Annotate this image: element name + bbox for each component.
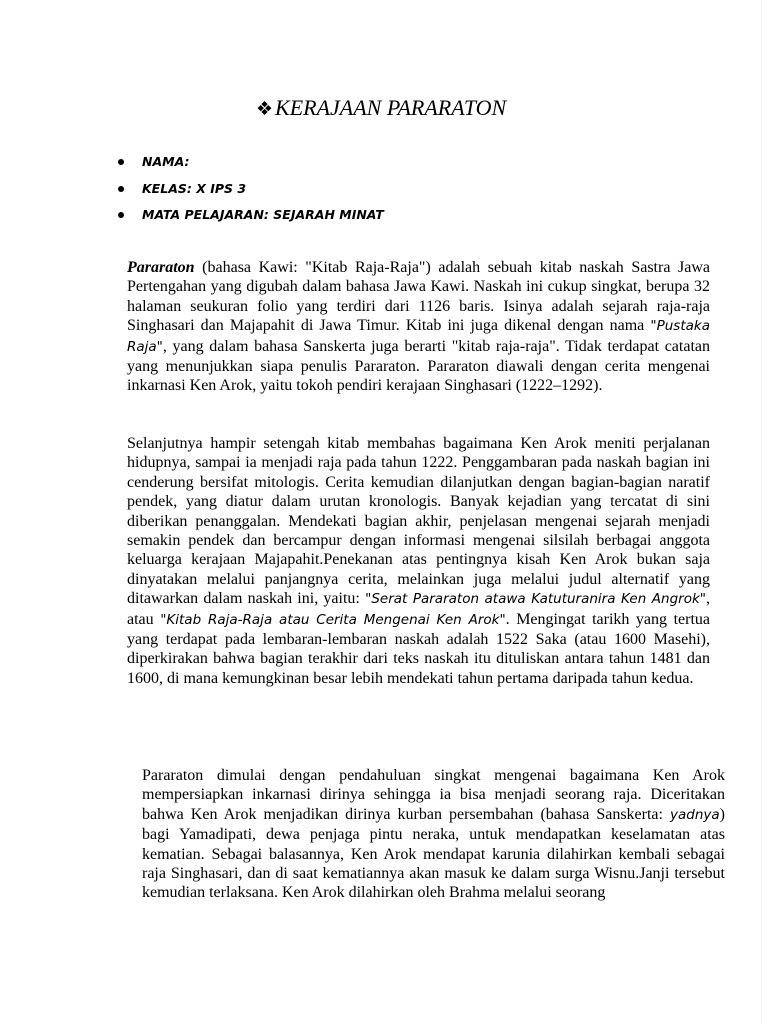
info-item-nama [118, 154, 384, 181]
paragraph-text: (bahasa Kawi: "Kitab Raja-Raja") adalah sebuah kitab naskah Sastra Jawa Pertengahan yang digubah dalam bahasa Jawa Kawi. Naskah ini cukup singkat, berupa 32 halaman seukuran folio yang terdiri dari 1126 baris. Isinya adalah sejarah raja-raja Singhasari dan Majapahit di Jawa Timur. Kitab ini juga dikenal dengan nama [127, 259, 710, 335]
paragraph-text: Pararaton dimulai dengan pendahuluan singkat mengenai bagaimana Ken Arok mempersiapkan inkarnasi dirinya sehingga ia bisa menjadi seorang raja. Diceritakan bahwa Ken Arok menjadikan dirinya kurban persembahan (bahasa Sanskerta: [142, 767, 725, 823]
bullet-icon [118, 212, 124, 218]
info-item-label: MATA PELAJARAN: SEJARAH MINAT [142, 207, 384, 222]
paragraph-text: . Mengingat tarikh yang tertua yang terdapat pada lembaran-lembaran naskah adalah 1522 Saka (atau 1600 Masehi), diperkirakan bahwa bagian terakhir dari teks naskah itu dituliskan antara tahun 1481 dan 1600, di mana kemungkinan besar lebih mendekati tahun pertama daripada tahun kedua. [127, 610, 710, 687]
info-item-mata-pelajaran [118, 207, 384, 234]
paragraph-text: , atau [127, 590, 710, 628]
paragraph-story [92, 766, 725, 903]
paragraph-intro [92, 258, 710, 396]
quoted-title: "Pustaka Raja" [127, 318, 710, 355]
quoted-term: yadnya [670, 806, 720, 823]
info-item-label: KELAS: X IPS 3 [142, 180, 247, 196]
bullet-icon [118, 186, 124, 192]
term-pararaton: Pararaton [127, 259, 195, 276]
paragraph-text: ) bagi Yamadipati, dewa penjaga pintu neraka, untuk mendapatkan keselamatan atas kematian. Sebagai balasannya, Ken Arok mendapat karunia dilahirkan kembali sebagai raja Singhasari, dan di saat kematiannya akan masuk ke dalam surga Wisnu.Janji tersebut kemudian terlaksana. Ken Arok dilahirkan oleh Brahma melalui seorang [142, 805, 725, 902]
quoted-title: "Kitab Raja-Raja atau Cerita Mengenai Ken Arok" [160, 611, 506, 628]
quoted-title: "Serat Pararaton atawa Katuturanira Ken Angrok" [365, 591, 706, 608]
title-text: KERAJAAN PARARATON [275, 95, 507, 120]
paragraph-content [92, 434, 710, 688]
info-item-label: NAMA: [142, 154, 190, 169]
info-item-kelas [118, 181, 384, 208]
page-edge [761, 0, 762, 1024]
paragraph-text: Selanjutnya hampir setengah kitab membahas bagaimana Ken Arok meniti perjalanan hidupnya, sampai ia menjadi raja pada tahun 1222. Penggambaran pada naskah bagian ini cenderung bersifat mitologis. Cerita kemudian dilanjutkan dengan bagian-bagian naratif pendek, yang diatur dalam urutan kronologis. Banyak kejadian yang tercatat di sini diberikan penanggalan. Mendekati bagian akhir, penjelasan mengenai sejarah menjadi semakin pendek dan bercampur dengan informasi mengenai silsilah berbagai anggota keluarga kerajaan Majapahit.Penekanan atas pentingnya kisah Ken Arok bukan saja dinyatakan melalui panjangnya cerita, melainkan juga melalui judul alternatif yang ditawarkan dalam naskah ini, yaitu: [127, 435, 710, 608]
bullet-icon [118, 159, 124, 165]
page-title [256, 95, 506, 121]
diamond-bullet-icon: ❖ [256, 99, 274, 120]
paragraph-text: , yang dalam bahasa Sanskerta juga berarti "kitab raja-raja". Tidak terdapat catatan yang menunjukkan siapa penulis Pararaton. Pararaton diawali dengan cerita mengenai inkarnasi Ken Arok, yaitu tokoh pendiri kerajaan Singhasari (1222–1292). [127, 337, 710, 395]
student-info-list [118, 154, 384, 234]
